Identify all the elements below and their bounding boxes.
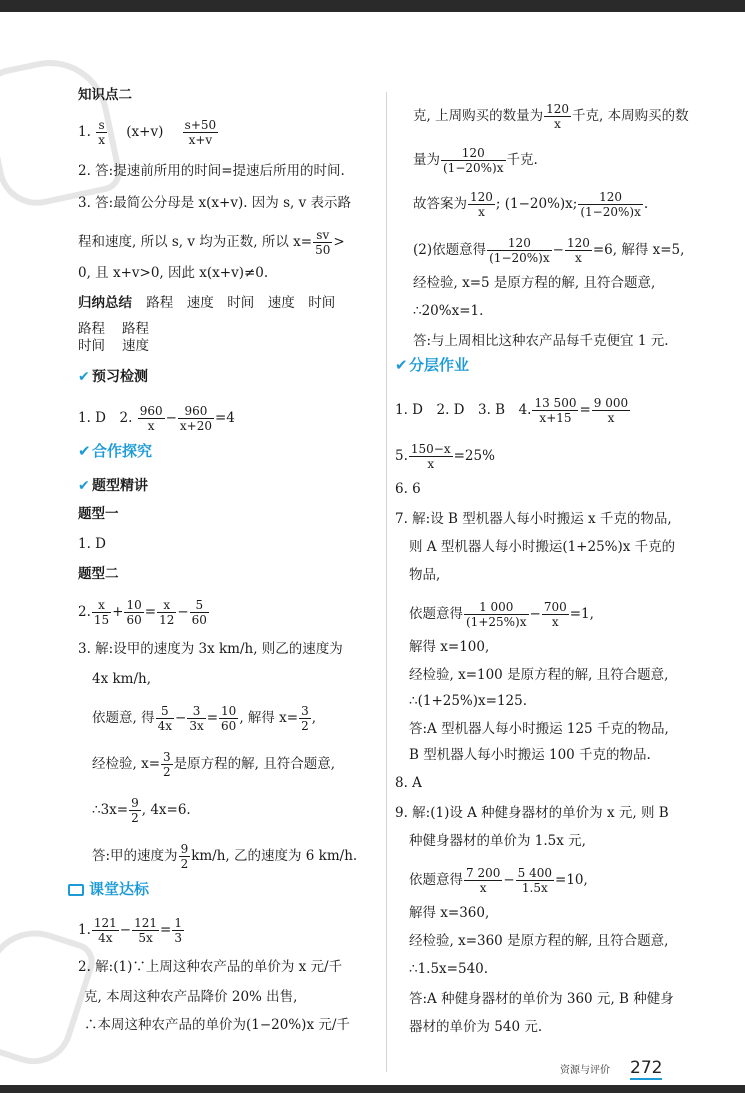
c1-equation: 1. $\frac{121}{4x}$ − $\frac{121}{5x}$ = $\frac{1}{3}$ [78, 916, 182, 945]
cooperation-heading: ✔合作探究 [78, 442, 153, 460]
check-icon: ✔ [78, 442, 91, 460]
h9-line-f: ∴1.5x=540. [409, 961, 489, 977]
h9-line-b: 种健身器材的单价为 1.5x 元, [409, 833, 586, 849]
type-1-label: 题型一 [78, 506, 119, 522]
k2-line: 2. 答:提速前所用的时间=提速后所用的时间. [78, 163, 345, 179]
layered-homework-heading: ✔分层作业 [395, 356, 470, 374]
h7-line-b: 则 A 型机器人每小时搬运(1+25%)x 千克的 [409, 539, 676, 555]
h7-line-c: 物品, [409, 567, 441, 583]
h1-line: 1. D 2. D 3. B 4. $\frac{13 500}{x+15}$ = $\frac{9 000}{x}$ [395, 396, 629, 425]
r4-line: (2)依题意得 $\frac{120}{(1-20\%)x}$ − $\frac{120}{x}$ =6, 解得 x=5, [413, 236, 685, 265]
h9-line-c: 依题意得 $\frac{7 200}{x}$ − $\frac{5 400}{1.5x}$ =10, [409, 866, 588, 895]
r2-line: 量为 $\frac{120}{(1-20\%)x}$ 千克. [413, 146, 538, 175]
h7-line-d: 依题意得 $\frac{1 000}{(1+25\%)x}$ − $\frac{700}{x}$ =1, [409, 600, 594, 629]
h7-line-i: B 型机器人每小时搬运 100 千克的物品. [409, 747, 651, 763]
c2-line-b: 克, 本周这种农产品降价 20% 出售, [84, 989, 298, 1005]
type-1-answer: 1. D [78, 536, 106, 552]
t3-line-d: 经检验, x= $\frac{3}{2}$ 是原方程的解, 且符合题意, [92, 750, 336, 779]
h7-line-h: 答:A 型机器人每小时搬运 125 千克的物品, [409, 721, 669, 737]
r5-line: 经检验, x=5 是原方程的解, 且符合题意, [413, 275, 656, 291]
h7-line-e: 解得 x=100, [409, 639, 490, 655]
h9-line-g: 答:A 种健身器材的单价为 360 元, B 种健身 [409, 991, 674, 1007]
h7-line-f: 经检验, x=100 是原方程的解, 且符合题意, [409, 667, 669, 683]
check-icon: ✔ [78, 478, 90, 494]
r3-line: 故答案为 $\frac{120}{x}$ ; (1−20%)x; $\frac{120}{(1-20\%)x}$ . [413, 190, 649, 219]
summary-line [78, 294, 335, 312]
page-number: 272 [630, 1058, 663, 1078]
r1-line: 克, 上周购买的数量为 $\frac{120}{x}$ 千克, 本周购买的数 [413, 102, 689, 131]
t3-line-b: 4x km/h, [92, 671, 152, 687]
h7-line-a: 7. 解:设 B 型机器人每小时搬运 x 千克的物品, [395, 511, 672, 527]
h9-line-a: 9. 解:(1)设 A 种健身器材的单价为 x 元, 则 B [395, 805, 669, 821]
bottom-edge [0, 1085, 745, 1093]
summary-stack-2: 路程 速度 [122, 321, 149, 354]
summary-label: 归纳总结 [78, 295, 132, 311]
t3-line-f: 答:甲的速度为 $\frac{9}{2}$ km/h, 乙的速度为 6 km/h. [92, 842, 358, 871]
c2-line-a: 2. 解:(1)∵上周这种农产品的单价为 x 元/千 [78, 959, 343, 975]
column-divider [386, 92, 387, 1072]
t3-line-e: ∴3x= $\frac{9}{2}$ , 4x=6. [92, 796, 191, 825]
h6-line: 6. 6 [395, 481, 421, 497]
preview-heading: ✔ 预习检测 [78, 369, 148, 385]
h8-line: 8. A [395, 775, 422, 791]
t3-line-c: 依题意, 得 $\frac{5}{4x}$ − $\frac{3}{3x}$ = $\frac{10}{60}$ , 解得 x= $\frac{3}{2}$ , [92, 704, 317, 733]
h9-line-h: 器材的单价为 540 元. [409, 1019, 543, 1035]
check-icon: ✔ [395, 356, 408, 374]
footer-source: 资源与评价 [560, 1065, 610, 1076]
heading-knowledge-point-2: 知识点二 [78, 87, 132, 103]
k3-line-c: 0, 且 x+v>0, 因此 x(x+v)≠0. [78, 265, 269, 281]
preview-answers: 1. D 2. $\frac{960}{x}$ − $\frac{960}{x+20}$ =4 [78, 404, 235, 433]
top-edge [0, 0, 745, 12]
type-2-label: 题型二 [78, 566, 119, 582]
t3-line-a: 3. 解:设甲的速度为 3x km/h, 则乙的速度为 [78, 641, 343, 657]
class-goals-heading: 课堂达标 [68, 880, 149, 898]
h7-line-g: ∴(1+25%)x=125. [409, 693, 528, 709]
check-icon: ✔ [78, 369, 90, 385]
question-types-heading: ✔ 题型精讲 [78, 478, 148, 494]
h5-line: 5. $\frac{150-x}{x}$ =25% [395, 442, 495, 471]
summary-words: 路程 速度 时间 速度 时间 [146, 295, 336, 311]
k3-line-b: 程和速度, 所以 s, v 均为正数, 所以 x= $\frac{sv}{50}$ > [78, 228, 345, 257]
r7-line: 答:与上周相比这种农产品每千克便宜 1 元. [413, 333, 669, 349]
summary-stack-1: 路程 时间 [78, 321, 105, 354]
k1-prefix: 1. [78, 124, 91, 140]
k1-mid: (x+v) [126, 124, 164, 140]
t2-equation: 2. $\frac{x}{15}$ + $\frac{10}{60}$ = $\frac{x}{12}$ − $\frac{5}{60}$ [78, 598, 207, 627]
k3-fraction: $\frac{sv}{50}$ [315, 228, 331, 257]
h9-line-d: 解得 x=360, [409, 905, 490, 921]
k1-fraction-1: $\frac{s}{x}$ [98, 118, 105, 147]
k1-line [78, 118, 219, 147]
k3-line-a: 3. 答:最简公分母是 x(x+v). 因为 s, v 表示路 [78, 195, 352, 211]
h9-line-e: 经检验, x=360 是原方程的解, 且符合题意, [409, 933, 669, 949]
page-footer [560, 1058, 662, 1078]
book-icon [68, 884, 84, 896]
r6-line: ∴20%x=1. [413, 303, 484, 319]
c2-line-c: ∴本周这种农产品的单价为(1−20%)x 元/千 [84, 1017, 350, 1033]
k1-fraction-2: $\frac{s+50}{x+v}$ [184, 118, 217, 147]
